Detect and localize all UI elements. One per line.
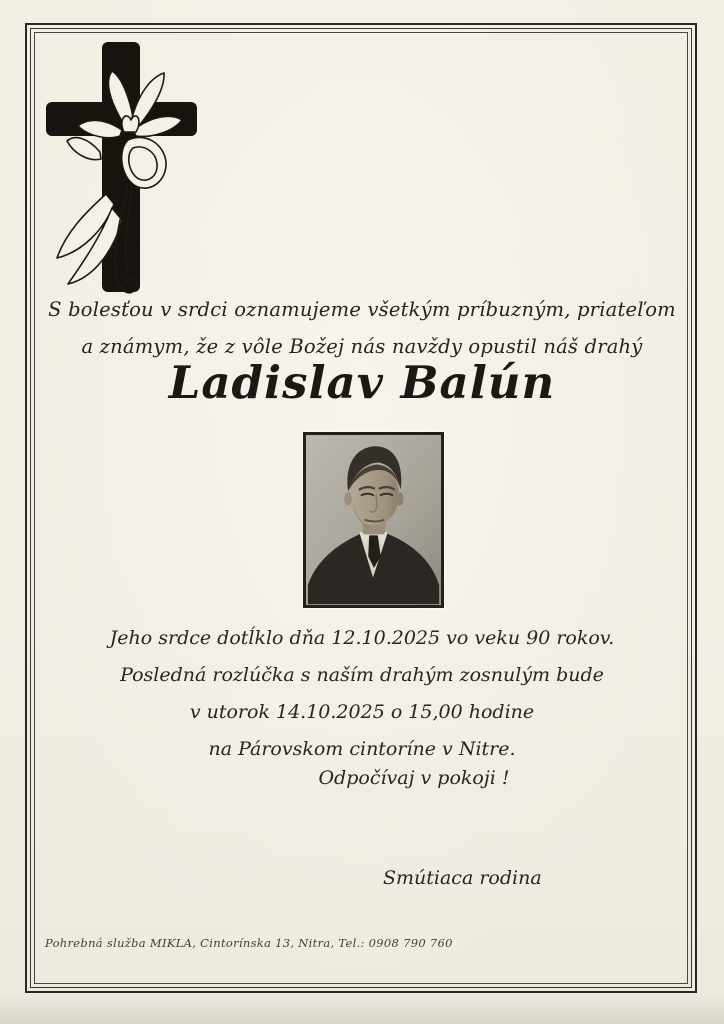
- intro-text: [0, 291, 724, 365]
- deceased-portrait-photo: [303, 432, 444, 608]
- details-line: Jeho srdce dotĺklo dňa 12.10.2025 vo veku 90 rokov.: [109, 627, 615, 649]
- funeral-details: [0, 620, 724, 768]
- details-line: na Párovskom cintoríne v Nitre.: [208, 738, 516, 760]
- lily-flower-icon: [48, 66, 213, 321]
- intro-line: a známym, že z vôle Božej nás navždy opustil náš drahý: [81, 335, 643, 358]
- rest-in-peace-text: Odpočívaj v pokoji !: [318, 767, 510, 789]
- details-line: v utorok 14.10.2025 o 15,00 hodine: [189, 701, 535, 723]
- signature-text: Smútiaca rodina: [383, 867, 542, 889]
- portrait-illustration: [306, 435, 441, 605]
- funeral-service-footer: Pohrebná služba MIKLA, Cintorínska 13, Nitra, Tel.: 0908 790 760: [45, 936, 453, 950]
- deceased-name: Ladislav Balún: [168, 356, 556, 409]
- details-line: Posledná rozlúčka s naším drahým zosnulým bude: [120, 664, 604, 686]
- intro-line: S bolesťou v srdci oznamujeme všetkým príbuzným, priateľom: [48, 298, 676, 321]
